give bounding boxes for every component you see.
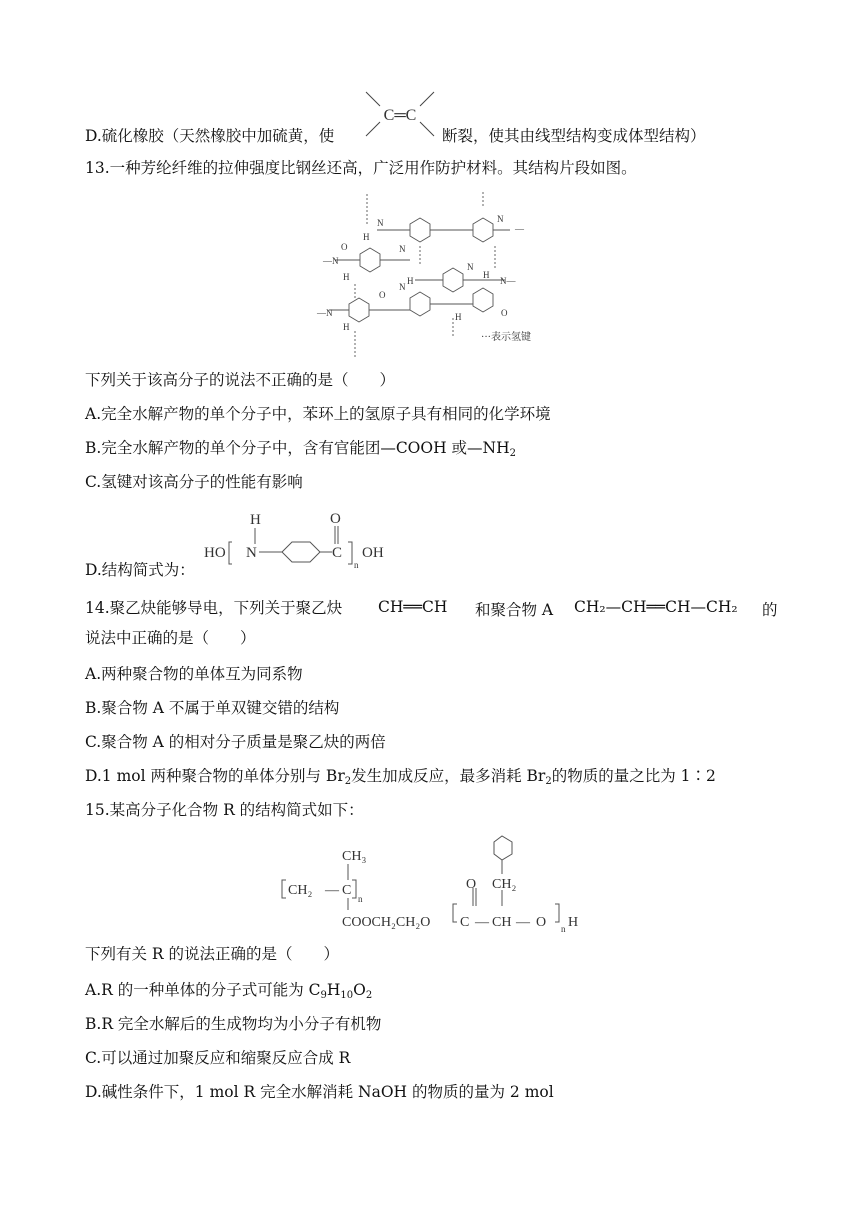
q12-option-d: D.硫化橡胶（天然橡胶中加硫黄，使 [85,127,335,145]
r-n: n [561,924,566,934]
r-ch: CH [492,915,512,930]
hydrogen-bond-legend: ···表示氢键 [481,332,531,343]
r-ch3: CH₃ [342,849,367,864]
r-o: O [466,877,477,892]
svg-text:N: N [246,545,257,561]
q14-option-c: C.聚合物 A 的相对分子质量是聚乙炔的两倍 [85,733,386,751]
q13-stem: 13.一种芳纶纤维的拉伸强度比钢丝还高，广泛用作防护材料。其结构片段如图。 [85,159,637,177]
r-ch2b: CH₂ [492,877,517,892]
cc-label: C═C [383,107,417,124]
r-h: H [568,915,579,930]
r-c2: C [460,915,470,930]
q13-question: 下列关于该高分子的说法不正确的是（ ） [85,371,396,389]
q15-option-d: D.碱性条件下，1 mol R 完全水解消耗 NaOH 的物质的量为 2 mol [85,1083,554,1101]
aramid-structure-figure [315,186,550,366]
svg-text:N: N [399,244,406,254]
svg-text:H: H [363,232,370,242]
aramid-structure-svg [315,186,550,362]
svg-text:O: O [501,308,508,318]
formula-h: H [250,512,261,528]
svg-text:N: N [497,214,504,224]
polymer-a-formula: CH₂—CH══CH—CH₂ [574,598,738,616]
polyacetylene-formula: CH══CH [378,598,448,616]
svg-text:N: N [377,218,384,228]
q13-option-c: C.氢键对该高分子的性能有影响 [85,473,303,491]
svg-text:—N: —N [317,308,333,318]
q15-question: 下列有关 R 的说法正确的是（ ） [85,945,340,963]
formula-oh: OH [362,545,384,561]
svg-text:—: — [325,883,339,898]
svg-text:—: — [475,915,489,930]
q14-stem-prefix: 14.聚乙炔能够导电，下列关于聚乙炔 [85,599,343,617]
r-ch2: CH₂ [288,883,313,898]
q15-stem: 15.某高分子化合物 R 的结构简式如下： [85,801,364,819]
svg-text:O: O [379,290,386,300]
svg-text:H: H [483,270,490,280]
q13-option-b: B.完全水解产物的单个分子中，含有官能团—COOH 或$—NH_2$ [85,439,516,459]
cc-double-bond-figure [360,88,440,148]
formula-o: O [330,511,341,527]
svg-text:N: N [467,262,474,272]
q12-option-d-suffix: 断裂，使其由线型结构变成体型结构） [442,127,706,145]
svg-text:H: H [407,276,414,286]
svg-text:—N: —N [323,256,339,266]
svg-text:—: — [516,915,530,930]
formula-sub-n: n [354,560,359,570]
polymer-r-formula [280,828,590,940]
q13-option-d: D.结构简式为： [85,561,195,579]
svg-text:C: C [332,545,343,561]
svg-text:H: H [455,312,462,322]
svg-text:O: O [341,242,348,252]
r-c: C [342,883,352,898]
q13-option-a: A.完全水解产物的单个分子中，苯环上的氢原子具有相同的化学环境 [85,405,551,423]
svg-text:N: N [399,282,406,292]
aramid-structural-formula [202,508,392,576]
q14-stem-suffix: 的 [762,601,778,619]
q14-option-d: D.1 mol 两种聚合物的单体分别与 $Br_2$发生加成反应，最多消耗 $Br_2$的物质的量之比为 1∶2 [85,767,716,787]
q15-option-b: B.R 完全水解后的生成物均为小分子有机物 [85,1015,382,1033]
q14-option-a: A.两种聚合物的单体互为同系物 [85,665,303,683]
formula-ho: HO [204,545,226,561]
svg-text:H: H [343,322,350,332]
svg-text:n: n [358,894,363,904]
q15-option-a: A.R 的一种单体的分子式可能为 $C_9H_{10}O_2$ [85,981,373,1001]
r-o2: O [536,915,547,930]
q14-option-b: B.聚合物 A 不属于单双键交错的结构 [85,699,340,717]
q15-option-c: C.可以通过加聚反应和缩聚反应合成 R [85,1049,351,1067]
svg-text:N—: N— [500,276,516,286]
svg-text:H: H [343,272,350,282]
r-ester: COOCH₂CH₂O [342,915,431,930]
q14-stem-line2: 说法中正确的是（ ） [85,629,256,647]
q14-stem-middle: 和聚合物 A [475,601,554,619]
svg-text:—: — [515,224,524,234]
